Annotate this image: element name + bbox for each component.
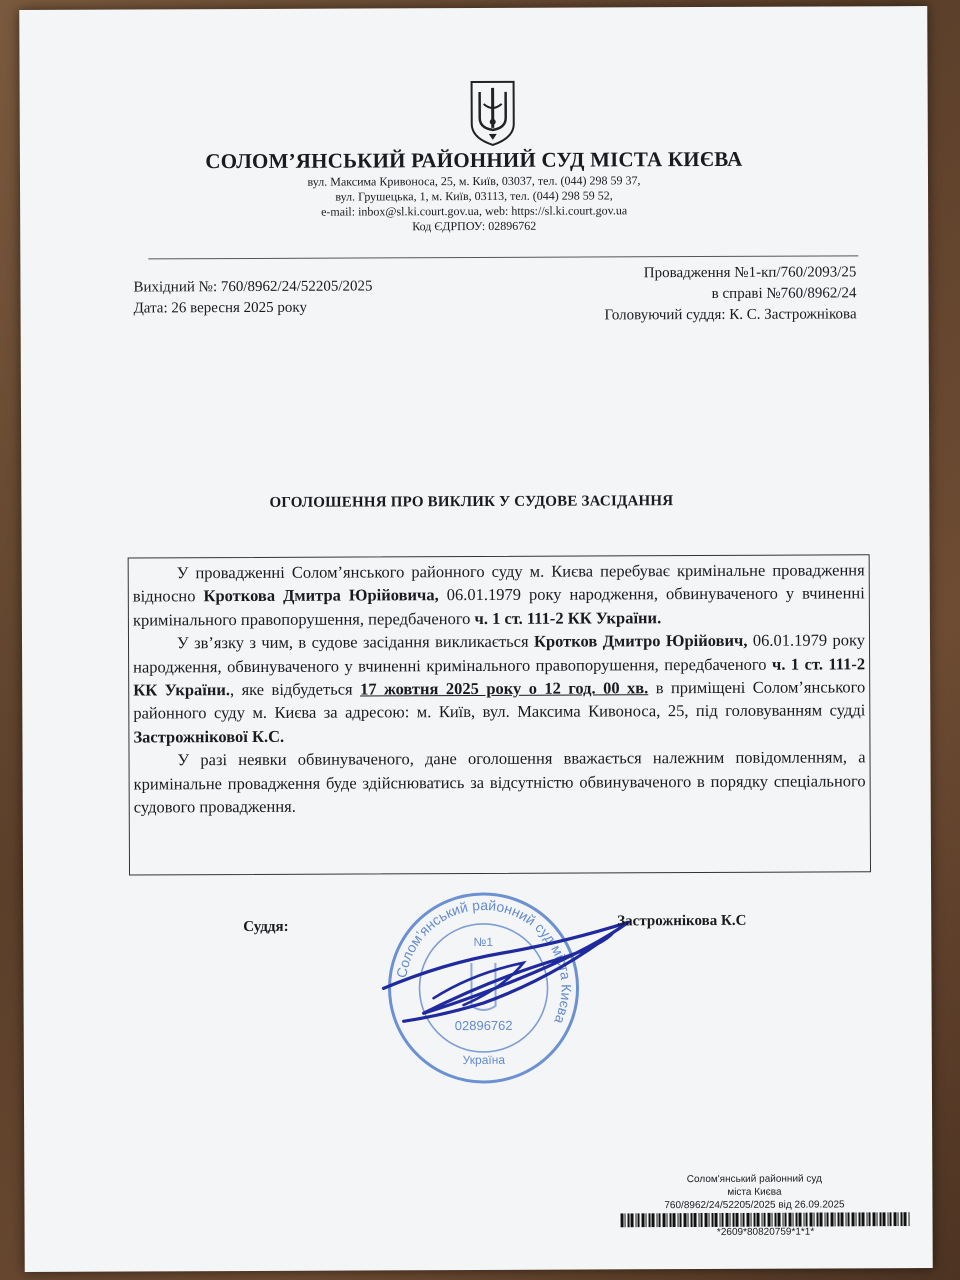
seal-ring-text: Солом’янський районний суд міста Києва (393, 896, 575, 1027)
barcode-bar (831, 1212, 834, 1226)
barcode-bar (636, 1213, 637, 1227)
barcode-bar (862, 1212, 865, 1226)
barcode-bar (694, 1213, 697, 1227)
header-divider (148, 255, 858, 259)
barcode-bar (852, 1212, 855, 1226)
barcode-bar (670, 1213, 672, 1227)
text: 06.01.1979 року народження, обвинуваченого у вчиненні кримінального правопорушення, передбаченого (133, 630, 866, 677)
barcode-bar (806, 1213, 808, 1227)
barcode-bar (846, 1212, 847, 1226)
hearing-datetime: 17 жовтня 2025 року о 12 год. 00 хв. (360, 678, 649, 699)
barcode-bar (705, 1213, 708, 1227)
barcode-bar (904, 1212, 907, 1226)
barcode-bar (888, 1212, 889, 1226)
barcode-bar (722, 1213, 724, 1227)
document-date: Дата: 26 вересня 2025 року (133, 299, 308, 317)
barcode-bar (743, 1213, 745, 1227)
registry-number: 760/8962/24/52205/2025 від 26.09.2025 (664, 1199, 845, 1212)
barcode-bar (684, 1213, 687, 1227)
edrpou-line: Код ЄДРПОУ: 02896762 (412, 218, 537, 234)
barcode-bar (747, 1213, 750, 1227)
barcode-bar (909, 1212, 910, 1226)
text: У провадженні Солом’янського районного суду м. Києва перебуває кримінальне провадження відносно (132, 560, 865, 606)
barcode-bar (768, 1213, 771, 1227)
barcode-bar (699, 1213, 700, 1227)
barcode-bar (667, 1213, 668, 1227)
barcode-bar (901, 1212, 903, 1226)
barcode-bar (898, 1212, 899, 1226)
barcode-bar (804, 1213, 805, 1227)
barcode-bar (736, 1213, 739, 1227)
notice-body (128, 554, 871, 875)
paragraph-3: У разі неявки обвинуваченого, дане оголошення вважається належним повідомленням, а кримінальне провадження буде здійснюватись за відсутністю обвинуваченого в порядку спеціального судового провадження. (133, 747, 866, 817)
presiding-judge: Головуючий суддя: К. С. Застрожнікова (604, 306, 857, 324)
barcode-bar (638, 1213, 640, 1227)
defendant-name: Кроткова Дмитра Юрійовича, (203, 585, 439, 606)
barcode-bar (631, 1213, 634, 1227)
barcode-bar (785, 1213, 787, 1227)
address-line: вул. Максима Кривоноса, 25, м. Київ, 03037, тел. (044) 298 59 37, (307, 173, 641, 189)
barcode-bar (894, 1212, 897, 1226)
barcode-bar (663, 1213, 666, 1227)
barcode-bar (673, 1213, 676, 1227)
barcode-bar (873, 1212, 876, 1226)
barcode-bar (856, 1212, 857, 1226)
paragraph-1 (133, 558, 865, 631)
barcode-bar (880, 1212, 882, 1226)
defendant-name: Кротков Дмитро Юрійович, (533, 631, 748, 651)
barcode-bar (621, 1213, 624, 1227)
barcode-bar (646, 1213, 647, 1227)
barcode-bar (789, 1213, 792, 1227)
document-heading: ОГОЛОШЕННЯ ПРО ВИКЛИК У СУДОВЕ ЗАСІДАННЯ (269, 493, 674, 511)
barcode-bar (817, 1213, 819, 1227)
barcode-bar (838, 1212, 840, 1226)
barcode-bar (825, 1212, 826, 1226)
contact-line: e-mail: inbox@sl.ki.court.gov.ua, web: https://sl.ki.court.gov.ua (321, 203, 628, 219)
article-ref: ч. 1 ст. 111-2 КК України. (133, 653, 866, 700)
barcode-bar (659, 1213, 661, 1227)
court-address (20, 172, 928, 236)
barcode-bar (691, 1213, 693, 1227)
barcode-bar (642, 1213, 645, 1227)
barcode-bar (680, 1213, 682, 1227)
barcode-bar (652, 1213, 655, 1227)
barcode-bar (701, 1213, 703, 1227)
barcode-bar (733, 1213, 735, 1227)
text: , яке відбудеться (229, 679, 361, 700)
barcode-bar (778, 1213, 781, 1227)
barcode-bar (628, 1213, 630, 1227)
barcode-bar (720, 1213, 721, 1227)
trident-emblem-icon (468, 78, 518, 148)
barcode-bar (883, 1212, 886, 1226)
registry-label (614, 1172, 894, 1212)
barcode-bar (754, 1213, 756, 1227)
text: У зв’язку з чим, в судове засідання викликається (176, 631, 535, 653)
document-page (19, 6, 932, 1272)
barcode-bar (772, 1213, 773, 1227)
barcode-bar (709, 1213, 710, 1227)
seal-number: №1 (473, 934, 494, 950)
barcode-bar (867, 1212, 868, 1226)
case-meta (604, 262, 856, 326)
barcode-bar (730, 1213, 731, 1227)
barcode-bar (741, 1213, 742, 1227)
barcode-bar (814, 1213, 815, 1227)
text: 06.01.1979 року народження, обвинуваченого у вчиненні кримінального правопорушення, передбаченого (132, 583, 865, 630)
address-line: вул. Грушецька, 1, м. Київ, 03113, тел. (044) 298 59 52, (335, 188, 613, 204)
barcode-bar (751, 1213, 752, 1227)
court-name: СОЛОМ’ЯНСЬКИЙ РАЙОННИЙ СУД МІСТА КИЄВА (205, 146, 743, 174)
barcode-bar (796, 1213, 798, 1227)
barcode-text: *2609*80820759*1*1* (716, 1226, 815, 1238)
barcode-bar (775, 1213, 777, 1227)
barcode-bar (810, 1213, 813, 1227)
seal-code: 02896762 (454, 1017, 513, 1034)
article-ref: ч. 1 ст. 111-2 КК України. (474, 608, 662, 628)
barcode-bar (793, 1213, 794, 1227)
barcode-bar (764, 1213, 766, 1227)
barcode-bar (890, 1212, 892, 1226)
barcode-bar (757, 1213, 760, 1227)
barcode-bar (657, 1213, 658, 1227)
judge-label: Суддя: (243, 918, 289, 936)
judge-ref: Застрожнікової К.С. (133, 726, 285, 747)
barcode-bar (848, 1212, 850, 1226)
registry-court: Солом'янський районний суд (686, 1173, 822, 1186)
case-number: в справі №760/8962/24 (711, 285, 857, 302)
registry-city: міста Києва (727, 1186, 782, 1198)
judge-name: Застрожнікова К.С (617, 912, 747, 930)
barcode-bar (869, 1212, 871, 1226)
outgoing-number: Вихідний №: 760/8962/24/52205/2025 (133, 278, 373, 296)
barcode-bar (712, 1213, 714, 1227)
barcode-bar (841, 1212, 844, 1226)
barcode-bar (678, 1213, 679, 1227)
barcode-bar (625, 1213, 626, 1227)
barcode-bar (688, 1213, 689, 1227)
barcode-bar (799, 1213, 802, 1227)
paragraph-2 (133, 629, 866, 749)
proceeding-number: Провадження №1-кп/760/2093/25 (643, 264, 857, 282)
handwritten-signature-icon (363, 902, 644, 1033)
seal-country: Україна (462, 1052, 506, 1068)
barcode-bar (827, 1212, 829, 1226)
barcode-icon (621, 1212, 911, 1227)
barcode-bar (783, 1213, 784, 1227)
barcode-bar (859, 1212, 861, 1226)
barcode-bar (877, 1212, 878, 1226)
text: в приміщені Солом’янського районного суду м. Києва за адресою: м. Київ, вул. Максима Кивоноса, 25, під головуванням судді (133, 677, 866, 723)
barcode-bar (649, 1213, 651, 1227)
barcode-bar (835, 1212, 836, 1226)
barcode-bar (715, 1213, 718, 1227)
barcode-bar (762, 1213, 763, 1227)
barcode-bar (726, 1213, 729, 1227)
outgoing-meta (133, 276, 372, 319)
barcode-bar (820, 1212, 823, 1226)
